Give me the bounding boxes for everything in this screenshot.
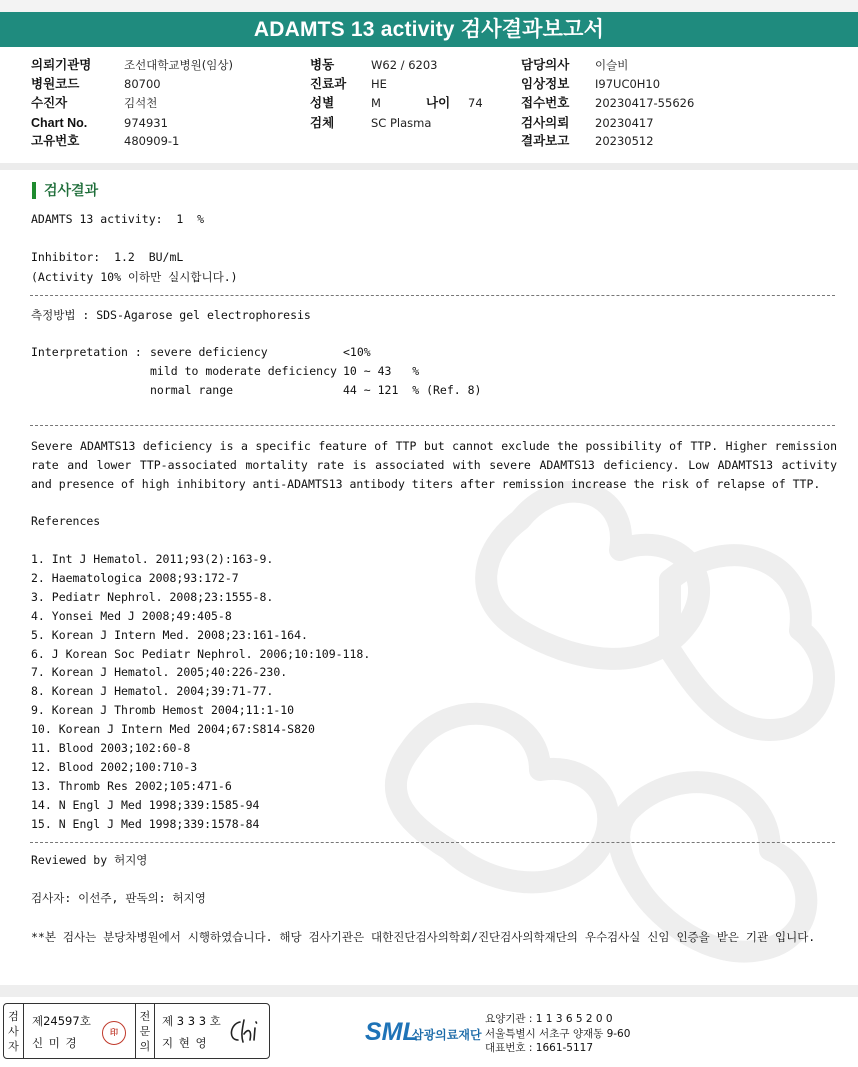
- method: 측정방법 : SDS-Agarose gel electrophoresis: [31, 308, 311, 322]
- comment-text: Severe ADAMTS13 deficiency is a specific feature of TTP but cannot exclude the possibility of TTP. Higher remission rate and lower TTP-associated mortality rate is associated with severe ADAMTS13 deficiency. Low ADAMTS13 activity and presence of high inhibitory anti-ADAMTS13 antibody titers after remission increase the risk of relapse of TTP.: [31, 439, 837, 491]
- info-value: SC Plasma: [371, 116, 432, 130]
- info-row: [521, 114, 821, 133]
- activity-result: ADAMTS 13 activity: 1 %: [31, 212, 205, 226]
- reference-item: 9. Korean J Thromb Hemost 2004;11:1-10: [31, 703, 295, 718]
- info-row: [521, 75, 821, 94]
- interpretation-value: <10%: [343, 345, 371, 359]
- info-row: [31, 94, 291, 113]
- examiner-name: 신 미 경: [32, 1036, 78, 1050]
- watermark-logo: [370, 430, 858, 990]
- info-label: 병동: [310, 58, 335, 72]
- info-label: 진료과: [310, 77, 347, 91]
- reference-item: 10. Korean J Intern Med 2004;67:S814-S820: [31, 722, 315, 737]
- organization-name: 삼광의료재단: [412, 1028, 482, 1042]
- specialist-label: 전 문 의: [135, 1004, 155, 1058]
- reference-item: 3. Pediatr Nephrol. 2008;23:1555-8.: [31, 589, 274, 604]
- age-value: 74: [468, 96, 483, 110]
- address: 서울특별시 서초구 양재동 9-60: [485, 1027, 631, 1040]
- examiners: 검사자: 이선주, 판독의: 허지영: [31, 891, 206, 905]
- reference-item: 2. Haematologica 2008;93:172-7: [31, 570, 239, 585]
- info-row: [310, 114, 510, 133]
- info-row: [31, 56, 291, 75]
- info-row: [521, 132, 821, 151]
- reference-item: 12. Blood 2002;100:710-3: [31, 759, 198, 774]
- info-label: 수진자: [31, 96, 68, 110]
- info-value: 80700: [124, 77, 161, 91]
- age-field: [426, 56, 496, 113]
- signature-scribble-icon: [226, 1016, 264, 1046]
- info-label: 접수번호: [521, 96, 570, 110]
- reference-item: 1. Int J Hematol. 2011;93(2):163-9.: [31, 552, 274, 566]
- info-label: 임상정보: [521, 77, 570, 91]
- info-row: [31, 75, 291, 94]
- interpretation-category: normal range: [150, 383, 234, 397]
- interpretation-category: mild to moderate deficiency: [150, 364, 337, 378]
- reviewed-by: Reviewed by 허지영: [31, 853, 148, 867]
- examiner-license: 제24597호: [32, 1014, 91, 1028]
- info-value: I97UC0H10: [595, 77, 661, 91]
- info-value: 974931: [124, 116, 168, 130]
- reference-item: 15. N Engl J Med 1998;339:1578-84: [31, 816, 260, 831]
- bottom-strip: [0, 985, 858, 997]
- reference-item: 13. Thromb Res 2002;105:471-6: [31, 778, 232, 793]
- section-title: 검사결과: [32, 182, 98, 199]
- info-value: 김석천: [124, 96, 158, 110]
- info-value: 20230417-55626: [595, 96, 695, 110]
- top-strip: [0, 0, 858, 12]
- age-label: 나이: [426, 96, 451, 110]
- info-label: 고유번호: [31, 134, 80, 148]
- report-title: ADAMTS 13 activity 검사결과보고서: [0, 12, 858, 47]
- info-value: 20230512: [595, 134, 654, 148]
- reference-item: 6. J Korean Soc Pediatr Nephrol. 2006;10:109-118.: [31, 646, 371, 661]
- interpretation-category: severe deficiency: [150, 345, 268, 359]
- info-value: 480909-1: [124, 134, 180, 148]
- inhibitor-result: Inhibitor: 1.2 BU/mL: [31, 250, 184, 264]
- header-divider: [0, 163, 858, 170]
- interpretation-value: 10 ~ 43 %: [343, 364, 420, 378]
- reference-item: 7. Korean J Hematol. 2005;40:226-230.: [31, 665, 288, 680]
- phone: 대표번호 : 1661-5117: [485, 1042, 594, 1054]
- info-value: 20230417: [595, 116, 654, 130]
- info-label: 담당의사: [521, 58, 570, 72]
- divider: [30, 842, 835, 843]
- logo-text: SML: [365, 1018, 418, 1046]
- info-row: [31, 114, 291, 133]
- info-label: 병원코드: [31, 77, 80, 91]
- info-label: 결과보고: [521, 134, 570, 148]
- info-label: Chart No.: [31, 116, 88, 130]
- info-label: 검사의뢰: [521, 116, 570, 130]
- info-label: 의뢰기관명: [31, 58, 92, 72]
- info-value: 조선대학교병원(임상): [124, 58, 233, 72]
- info-value: M: [371, 96, 381, 110]
- info-label: 성별: [310, 96, 335, 110]
- reference-item: 8. Korean J Hematol. 2004;39:71-77.: [31, 684, 274, 699]
- specialist-name: 지 현 영: [162, 1036, 208, 1050]
- info-value: 이슬비: [595, 58, 629, 72]
- interpretation-label: Interpretation :: [31, 345, 142, 359]
- specialist-license: 제 3 3 3 호: [162, 1014, 221, 1028]
- info-value: W62 / 6203: [371, 58, 438, 72]
- examiner-label: 검 사 자: [4, 1004, 24, 1058]
- info-row: [521, 94, 821, 113]
- divider: [30, 295, 835, 296]
- reference-item: 14. N Engl J Med 1998;339:1585-94: [31, 797, 260, 812]
- reference-item: 4. Yonsei Med J 2008;49:405-8: [31, 608, 232, 623]
- info-row: [31, 132, 291, 151]
- info-row: [521, 56, 821, 75]
- divider: [30, 425, 835, 426]
- seal-icon: 印: [102, 1021, 126, 1045]
- interpretation-value: 44 ~ 121 % (Ref. 8): [343, 383, 482, 397]
- institution-code: 요양기관 : 1 1 3 6 5 2 0 0: [485, 1013, 613, 1025]
- signature-box: [3, 1003, 270, 1059]
- info-label: 검체: [310, 116, 335, 130]
- info-value: HE: [371, 77, 387, 91]
- inhibitor-note: (Activity 10% 이하만 실시합니다.): [31, 270, 238, 284]
- contact-info: [485, 1012, 630, 1056]
- references-title: References: [31, 514, 101, 528]
- reference-item: 11. Blood 2003;102:60-8: [31, 741, 191, 755]
- footnote: **본 검사는 분당차병원에서 시행하였습니다. 해당 검사기관은 대한진단검사의학회/진단검사의학재단의 우수검사실 신임 인증을 받은 기관 입니다.: [31, 930, 816, 944]
- reference-item: 5. Korean J Intern Med. 2008;23:161-164.: [31, 627, 308, 642]
